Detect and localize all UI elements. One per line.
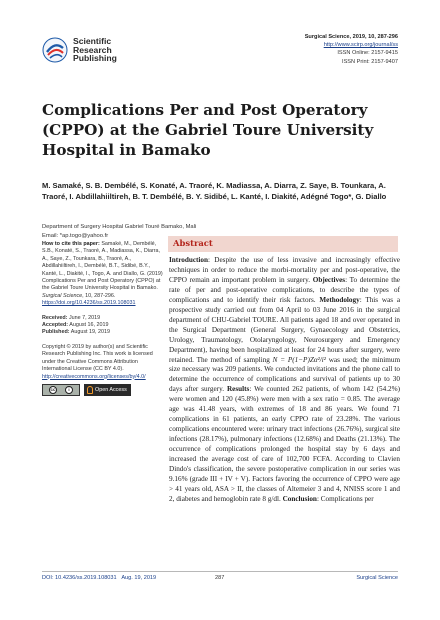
cite-doi-link[interactable]: https://doi.org/10.4236/ss.2019.108031 (42, 300, 136, 307)
open-access-label: Open Access (95, 386, 127, 393)
cite-volume: , 10, 287-296. (82, 292, 116, 299)
abstract-body (169, 256, 400, 505)
published-date (42, 329, 164, 336)
abstract-introduction-label: Introduction (169, 256, 209, 264)
published-label: Published: (42, 329, 70, 336)
received-label: Received: (42, 314, 68, 321)
received-value: June 7, 2019 (68, 314, 101, 321)
abstract-methodology-text-2: was used; the minimum size necessary was 209 patients. We conducted invitations and the phone call to determine the occurrence of complications and survival of patients up to 30 days after surgery. (169, 355, 401, 394)
cite-label: How to cite this paper: (42, 241, 100, 247)
copyright-notice (42, 344, 164, 381)
issn-print: ISSN Print: 2157-9407 (342, 58, 398, 65)
abstract-introduction-text: : Despite the use of less invasive and increasingly effective techniques in order to reduce the morbi-mortality per and post-operative, the CPPO remain an important problem in surgery. (169, 256, 400, 284)
abstract-results-text: : We counted 262 patients, of whom 142 (54.2%) were women and 120 (45.8%) were men with a sex ratio = 0.85. The average age was 41.48 years, with extremes of 18 and 86 years. We found 71 complications in 61 patients, an early CPPO rate of 23.28%. The various complications encountered were: urinary tract infections (26.76%), surgical site infections (28.17%), pulmonary infections (12.68%) and Deaths (21.13%). The occurrence of complications prolonged the hospital stay by 6 days and increased the average cost of care of 102,700 FCFA. According to Clavien Dindo's classification, the severe postoperative complication in our series was 9.16% (grade III + IV + V). Factors favoring the occurrence of CPPO were age > 41 years old, ASA > II, the classes of Altemeier 3 and 4, NNISS score 1 and 2, diabetes and hemoglobin rate 8 g/dl. (169, 385, 400, 503)
footer-date: Aug. 19, 2019 (121, 575, 157, 581)
cite-text: Samaké, M., Dembélé, S.B., Konaté, S., Traoré, A., Madiassa, K., Diarra, A., Saye, Z., Tounkara, B., Traoré, A., Abdillahiiltireh, I., Dembélé, B.T., Sidibé, B.Y., Kanté, L., Diakité, I., Togo, A. and Diallo, G. (2019) Complications Per and Post Operatory (CPPO) at the Gabriel Toure University Hospital in Bamako. (42, 241, 163, 292)
abstract-objectives-label: Objectives (312, 275, 346, 284)
cc-by-license-icon[interactable] (42, 384, 80, 396)
abstract-results-label: Results (226, 385, 250, 394)
page-number: 287 (215, 575, 225, 581)
abstract-conclusion-label: Conclusion (282, 494, 317, 503)
affiliation-department: Department of Surgery Hospital Gabriel Touré Bamako, Mali (42, 224, 197, 230)
paper-title: Complications Per and Post Operatory (CPPO) at the Gabriel Toure University Hospital in Bamako (42, 101, 374, 159)
publisher-logo (42, 32, 162, 68)
journal-url-link[interactable]: http://www.scirp.org/journal/ss (323, 42, 398, 49)
issn-online: ISSN Online: 2157-9415 (337, 50, 398, 57)
abstract-heading: Abstract (173, 238, 213, 248)
sampling-formula: N = P(1−P)Zα²/i² (272, 355, 326, 364)
license-link[interactable]: http://creativecommons.org/licenses/by/4.0/ (42, 373, 146, 380)
publisher-name (73, 37, 117, 63)
footer-doi[interactable] (42, 575, 156, 581)
journal-citation: Surgical Science, 2019, 10, 287-296 (304, 34, 398, 40)
cite-journal: Surgical Science (42, 292, 83, 299)
corresponding-email: Email: *ap.togo@yahoo.fr (42, 232, 109, 239)
scirp-logo-icon (42, 37, 68, 63)
received-date (42, 315, 164, 322)
abstract-conclusion-text: : Complications per (316, 494, 374, 503)
article-dates (42, 315, 164, 337)
article-sidebar (42, 241, 164, 396)
abstract-methodology-label: Methodology (319, 295, 360, 304)
abstract-objectives-text: : To determine the rate of per and post-operative complications, to describe the types of complications and to identify their risk factors. (169, 275, 401, 304)
author-list: M. Samaké, S. B. Dembélé, S. Konaté, A. Traoré, K. Madiassa, A. Diarra, Z. Saye, B. Tounkara, A. Traoré, I. Abdillahiiltireh, B. T. Dembélé, B. Y. Sidibé, L. Kanté, I. Diakité, Adégné Togo*, G. Diallo (42, 181, 387, 201)
publisher-name-line3: Publishing (73, 53, 117, 64)
footer-journal-name: Surgical Science (356, 575, 398, 581)
footer-divider (42, 571, 398, 572)
cc-icon: cc (50, 386, 56, 392)
abstract-methodology-text: : This was a prospective study carried out from 04 April to 03 June 2016 in the surgical department of CHU-Gabriel TOURE. All patients aged 18 and over operated in the Surgical Department (General Surgery, Gynaecology and Obstetrics, Urology, Traumatology, Otolaryngology, Neurosurgery and Emergency Department), having been hospitalized at least for 24 hours after surgery, were retained. The method of sampling (169, 295, 401, 364)
copyright-text: Copyright © 2019 by author(s) and Scientific Research Publishing Inc. This work is licensed under the Creative Commons Attribution International License (CC BY 4.0). (42, 343, 153, 373)
license-badges (42, 384, 164, 396)
published-value: August 19, 2019 (70, 329, 111, 336)
attribution-icon: i (65, 386, 73, 394)
accepted-value: August 16, 2019 (69, 322, 109, 329)
accepted-date (42, 322, 164, 329)
accepted-label: Accepted: (42, 322, 69, 329)
footer-doi-value: DOI: 10.4236/ss.2019.108031 (42, 575, 117, 581)
open-access-badge (84, 384, 131, 396)
publisher-name-line1: Scientific (73, 35, 112, 46)
how-to-cite (42, 241, 164, 308)
open-lock-icon (87, 386, 93, 394)
journal-info (305, 33, 398, 66)
publisher-name-line2: Research (73, 44, 112, 55)
